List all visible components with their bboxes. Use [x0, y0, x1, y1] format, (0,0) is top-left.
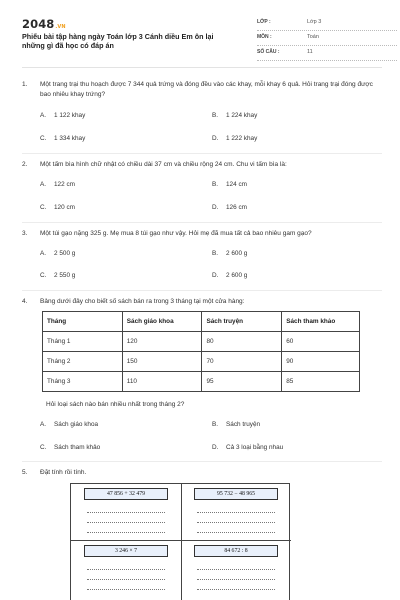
site-logo[interactable]: 2048.VN — [22, 17, 66, 31]
answer-line[interactable] — [87, 569, 165, 570]
answer-line[interactable] — [197, 579, 275, 580]
calculation-grid — [70, 483, 290, 600]
worksheet-title: Phiếu bài tập hàng ngày Toán lớp 3 Cánh diều Em ôn lại những gì đã học có đáp án — [22, 32, 214, 51]
question-number: 4. — [22, 298, 28, 305]
table-cell: 85 — [282, 372, 360, 392]
column-header: Sách tham khảo — [282, 312, 360, 332]
answer-line[interactable] — [197, 532, 275, 533]
question-text: Một tấm bìa hình chữ nhật có chiều dài 37 cm và chiều rộng 24 cm. Chu vi tấm bìa là: — [40, 161, 287, 168]
meta-label: MÔN : — [257, 34, 272, 40]
meta-value: Toán — [307, 34, 319, 40]
meta-value: Lớp 3 — [307, 19, 322, 25]
question-number: 3. — [22, 230, 28, 237]
table-cell: 110 — [122, 372, 202, 392]
column-header: Sách giáo khoa — [122, 312, 202, 332]
meta-value: 11 — [307, 49, 313, 55]
table-cell: Tháng 3 — [43, 372, 123, 392]
sub-question-text: Hỏi loại sách nào bán nhiều nhất trong tháng 2? — [46, 401, 185, 408]
table-cell: 90 — [282, 352, 360, 372]
grid-divider — [71, 540, 291, 541]
expression-box: 84 672 : 8 — [194, 545, 278, 557]
answer-line[interactable] — [87, 579, 165, 580]
table-cell: 80 — [202, 332, 282, 352]
meta-row-subject — [257, 31, 397, 46]
question-text: Đặt tính rồi tính. — [40, 469, 87, 476]
question-divider — [22, 461, 382, 462]
answer-line[interactable] — [87, 522, 165, 523]
meta-row-grade — [257, 16, 397, 31]
table-cell: Tháng 2 — [43, 352, 123, 372]
question-number: 5. — [22, 469, 28, 476]
expression-box: 47 856 + 32 479 — [84, 488, 168, 500]
table-cell: 70 — [202, 352, 282, 372]
column-header: Tháng — [43, 312, 123, 332]
question-divider — [22, 290, 382, 291]
question-text: Bảng dưới đây cho biết số sách bán ra trong 3 tháng tại một cửa hàng: — [40, 298, 245, 305]
expression-box: 3 246 × 7 — [84, 545, 168, 557]
column-header: Sách truyện — [202, 312, 282, 332]
table-cell: Tháng 1 — [43, 332, 123, 352]
table-row — [43, 372, 360, 392]
table-row — [43, 332, 360, 352]
answer-line[interactable] — [87, 532, 165, 533]
grid-divider — [181, 484, 182, 600]
answer-line[interactable] — [87, 589, 165, 590]
table-cell: 95 — [202, 372, 282, 392]
worksheet-header — [22, 14, 382, 62]
table-cell: 120 — [122, 332, 202, 352]
answer-line[interactable] — [197, 569, 275, 570]
expression-box: 95 732 − 48 965 — [194, 488, 278, 500]
table-cell: 150 — [122, 352, 202, 372]
answer-line[interactable] — [87, 512, 165, 513]
worksheet-meta — [257, 16, 397, 61]
meta-label: LỚP : — [257, 19, 271, 25]
header-divider — [22, 67, 382, 68]
question-divider — [22, 153, 382, 154]
meta-row-question-count — [257, 46, 397, 61]
question-divider — [22, 222, 382, 223]
table-header-row — [43, 312, 360, 332]
question-number: 2. — [22, 161, 28, 168]
question-text: Một trang trại thu hoạch được 7 344 quả trứng và đóng đều vào các khay, mỗi khay 6 quả. Hỏi trang trại đóng được bao nhiêu khay trứng? — [40, 81, 373, 98]
sales-table — [42, 311, 360, 392]
table-cell: 60 — [282, 332, 360, 352]
answer-line[interactable] — [197, 589, 275, 590]
question-text: Một túi gạo nặng 325 g. Mẹ mua 8 túi gạo như vậy. Hỏi mẹ đã mua tất cả bao nhiêu gam gạo? — [40, 230, 312, 237]
answer-line[interactable] — [197, 522, 275, 523]
table-row — [43, 352, 360, 372]
meta-label: SỐ CÂU : — [257, 49, 280, 55]
question-number: 1. — [22, 81, 28, 88]
answer-line[interactable] — [197, 512, 275, 513]
